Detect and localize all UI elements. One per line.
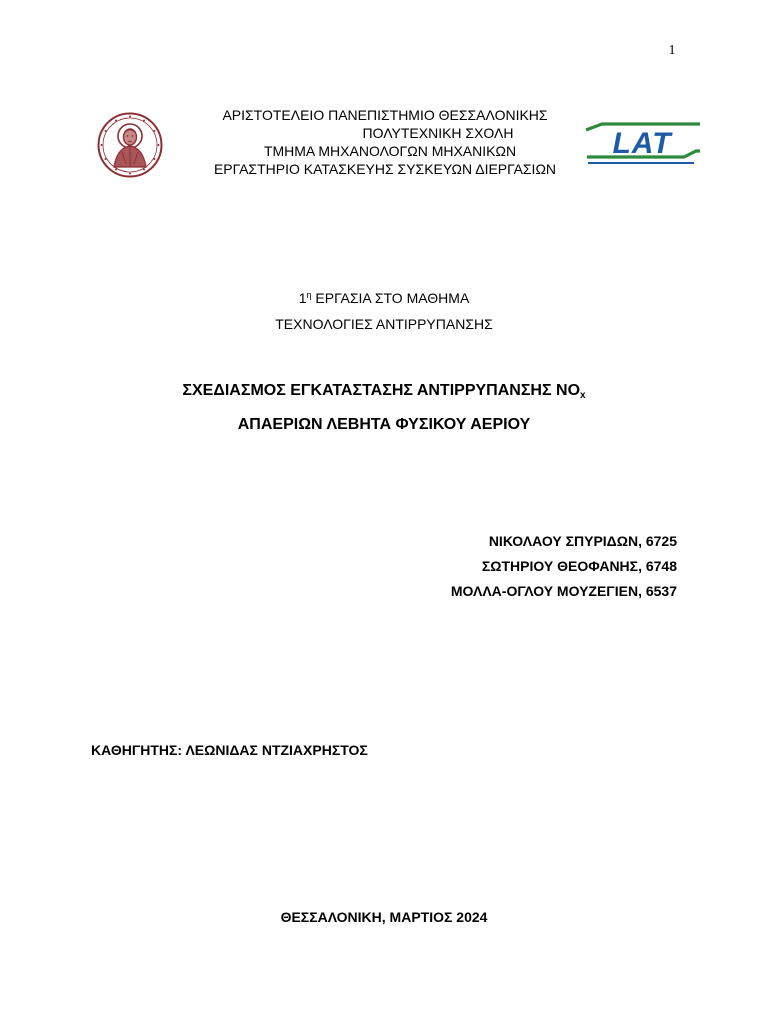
title-line-1-subscript: x <box>580 390 586 401</box>
assignment-line-1 <box>0 282 768 311</box>
document-title <box>0 376 768 439</box>
assignment-block <box>0 282 768 337</box>
author-name: ΣΩΤΗΡΙΟΥ ΘΕΟΦΑΝΗΣ, 6748 <box>481 558 677 574</box>
assignment-number: 1 <box>298 290 307 306</box>
assignment-line-1-text: ΕΡΓΑΣΙΑ ΣΤΟ ΜΑΘΗΜΑ <box>311 290 470 306</box>
university-name: ΑΡΙΣΤΟΤΕΛΕΙΟ ΠΑΝΕΠΙΣΤΗΜΙΟ ΘΕΣΣΑΛΟΝΙΚΗΣ <box>222 107 548 123</box>
title-line-2: ΑΠΑΕΡΙΩΝ ΛΕΒΗΤΑ ΦΥΣΙΚΟΥ ΑΕΡΙΟΥ <box>237 416 531 433</box>
course-name: ΤΕΧΝΟΛΟΓΙΕΣ ΑΝΤΙΡΡΥΠΑΝΣΗΣ <box>275 316 493 332</box>
title-line-1 <box>0 376 768 410</box>
supervisor-line: ΚΑΘΗΓΗΤΗΣ: ΛΕΩΝΙΔΑΣ ΝΤΖΙΑΧΡΗΣΤΟΣ <box>91 742 368 758</box>
department-name: ΤΜΗΜΑ ΜΗΧΑΝΟΛΟΓΩΝ ΜΗΧΑΝΙΚΩΝ <box>263 143 517 159</box>
page-number: 1 <box>668 43 676 58</box>
lat-logo-text: LAT <box>612 127 672 160</box>
author-name: ΝΙΚΟΛΑΟΥ ΣΠΥΡΙΔΩΝ, 6725 <box>488 533 677 549</box>
assignment-ordinal-suffix: η <box>306 290 312 300</box>
school-name: ΠΟΛΥΤΕΧΝΙΚΗ ΣΧΟΛΗ <box>362 125 514 141</box>
header-block <box>150 106 620 178</box>
author-name: ΜΟΛΛΑ-ΟΓΛΟΥ ΜΟΥΖΕΓΙΕΝ, 6537 <box>450 583 677 599</box>
laboratory-name: ΕΡΓΑΣΤΗΡΙΟ ΚΑΤΑΣΚΕΥΗΣ ΣΥΣΚΕΥΩΝ ΔΙΕΡΓΑΣΙΩΝ <box>213 161 557 177</box>
title-line-1-main: ΣΧΕΔΙΑΣΜΟΣ ΕΓΚΑΤΑΣΤΑΣΗΣ ΑΝΤΙΡΡΥΠΑΝΣΗΣ NO <box>182 382 581 399</box>
place-date: ΘΕΣΣΑΛΟΝΙΚΗ, ΜΑΡΤΙΟΣ 2024 <box>280 909 488 925</box>
authors-list <box>451 529 677 604</box>
